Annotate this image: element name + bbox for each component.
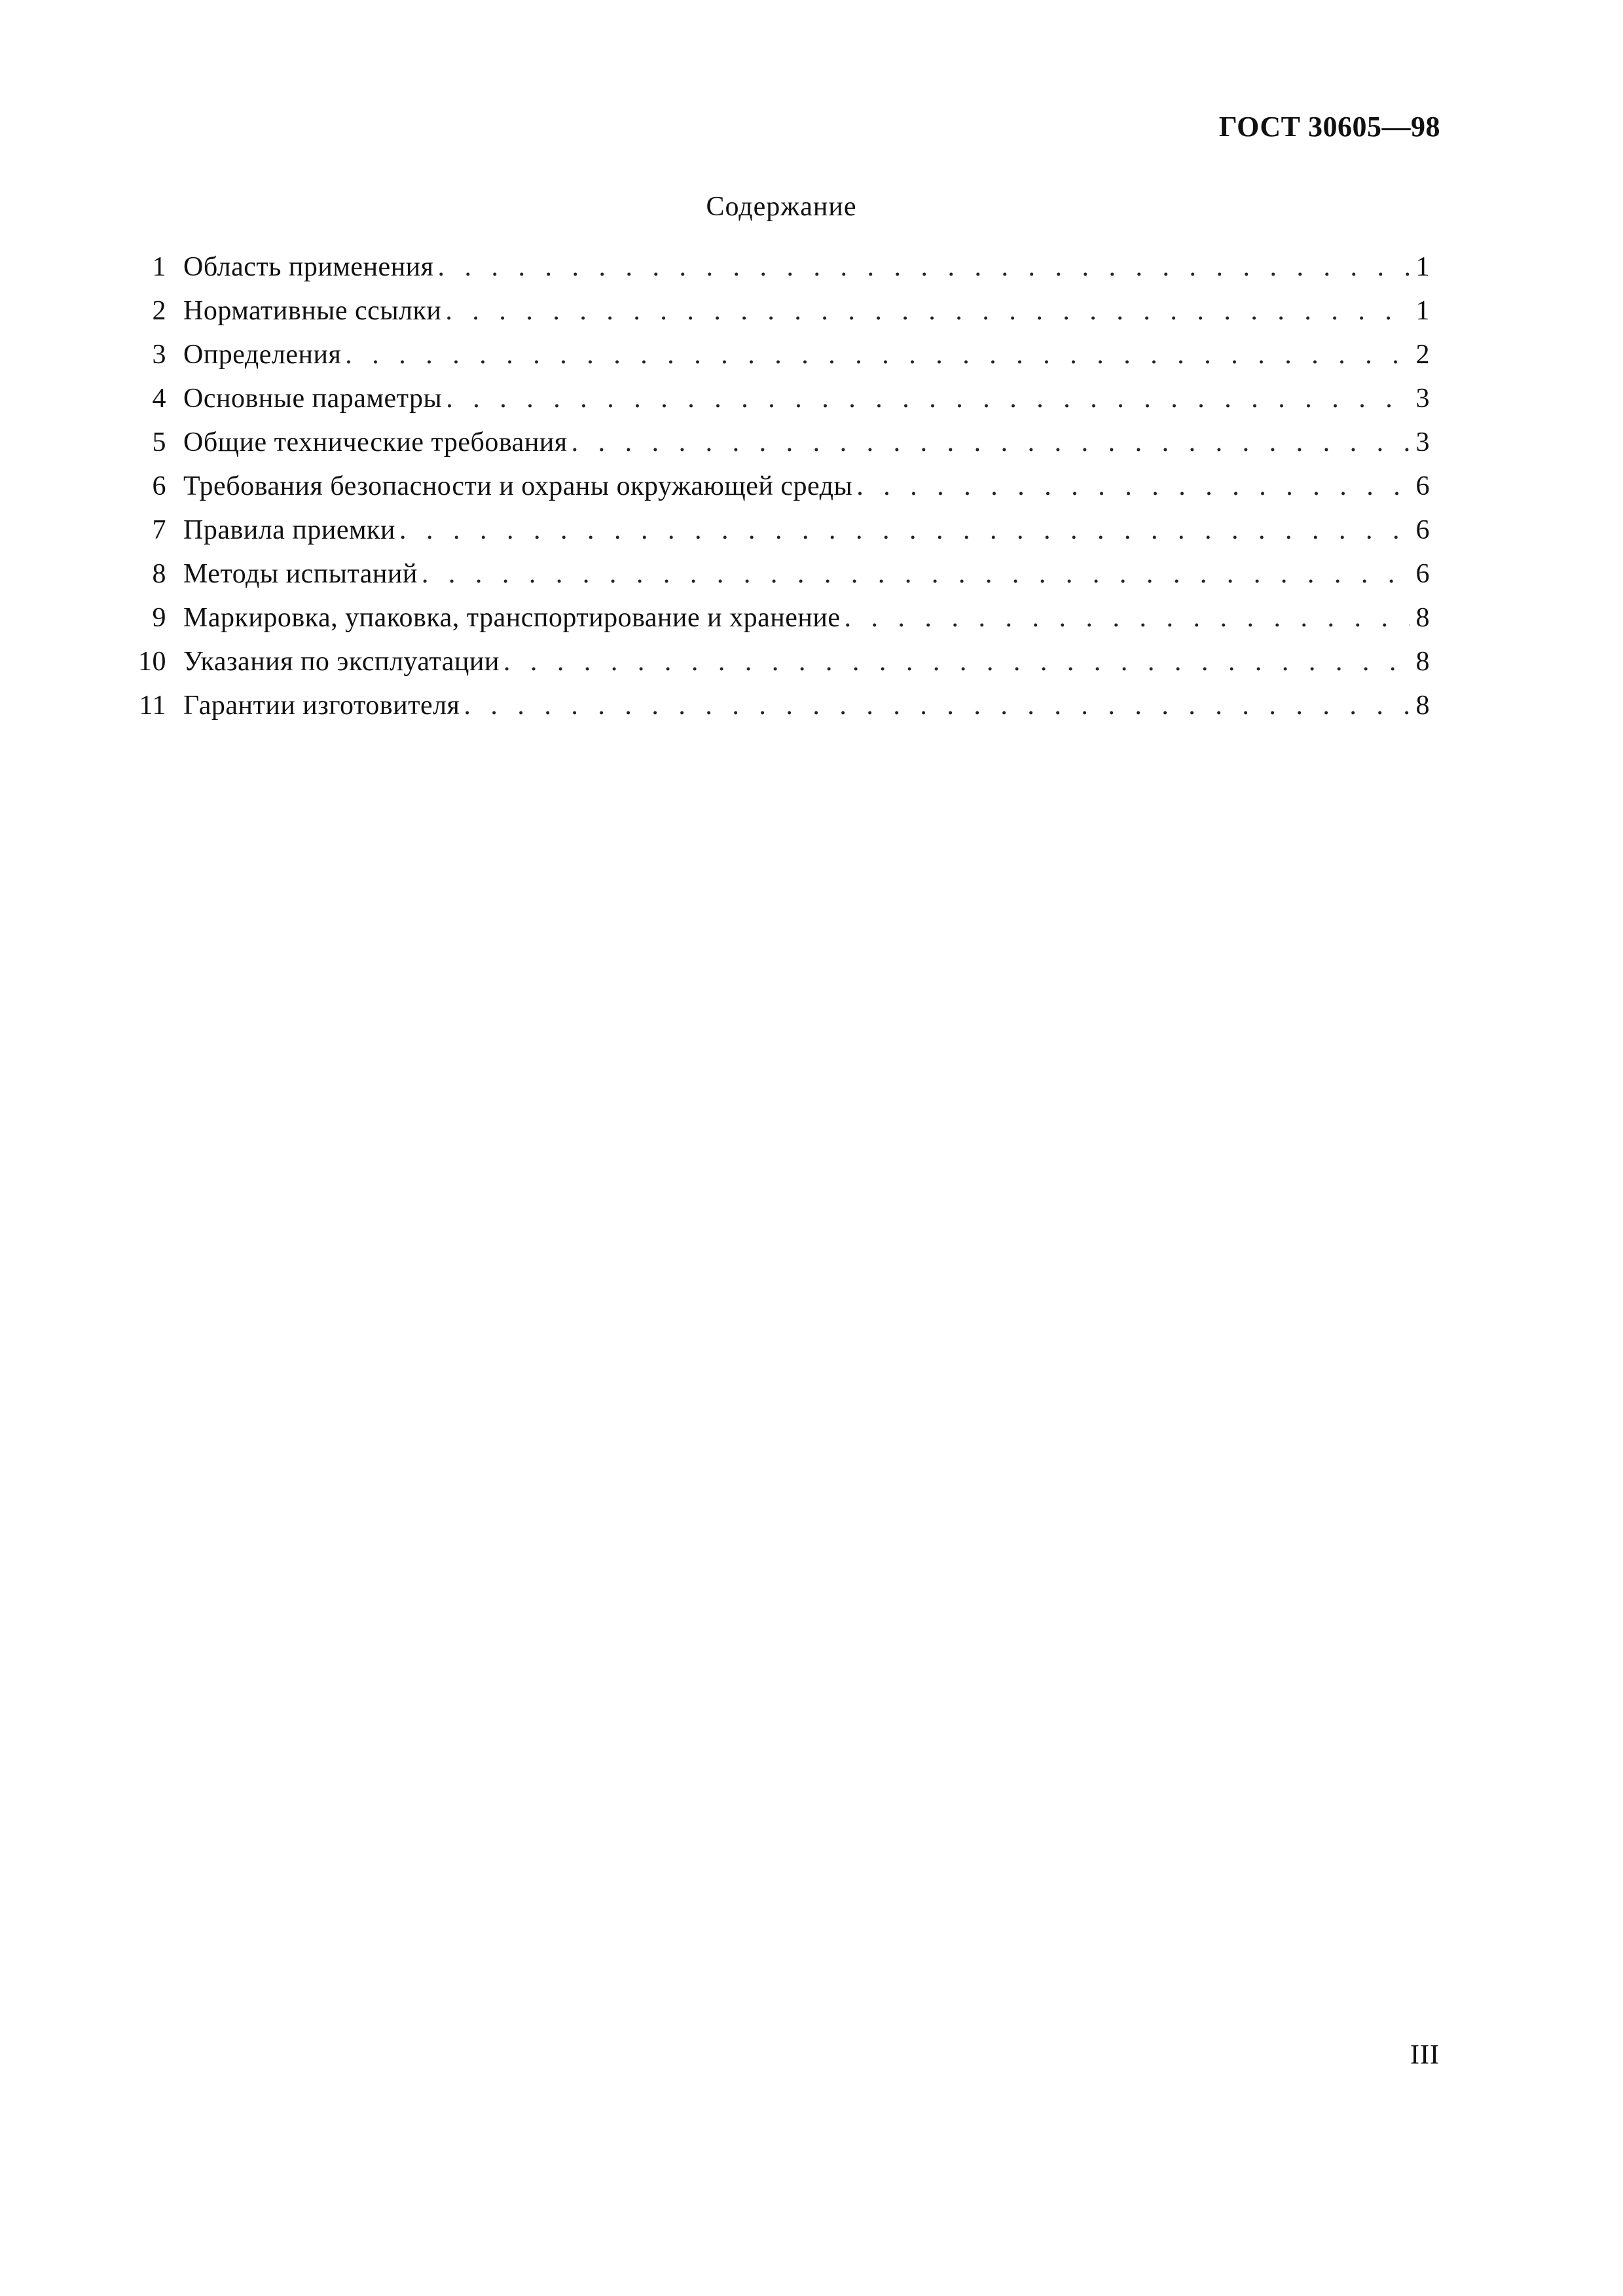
toc-entry-number: 9 <box>152 603 166 633</box>
toc-entry-number: 8 <box>152 559 166 589</box>
toc-title: Содержание <box>706 192 857 222</box>
toc-entry-page: 1 <box>1415 252 1430 282</box>
toc-entry-4[interactable] <box>111 383 1430 427</box>
toc-entry-number: 4 <box>152 384 166 414</box>
toc-entry-page: 8 <box>1415 647 1430 677</box>
toc-entry-5[interactable] <box>111 427 1430 471</box>
toc-entry-10[interactable] <box>111 646 1430 690</box>
toc-entry-page: 8 <box>1415 603 1430 633</box>
toc-entry-page: 1 <box>1415 296 1430 326</box>
toc-entry-2[interactable] <box>111 295 1430 339</box>
toc-entry-number: 2 <box>152 296 166 326</box>
toc-entry-page: 8 <box>1415 691 1430 721</box>
dot-leader <box>464 690 1410 721</box>
toc-entry-title: Маркировка, упаковка, транспортирование и хранение <box>183 603 841 633</box>
toc-entry-page: 2 <box>1415 340 1430 370</box>
standard-number: ГОСТ 30605—98 <box>1218 111 1440 143</box>
dot-leader <box>399 514 1410 546</box>
toc-entry-number: 11 <box>139 691 166 721</box>
toc-entry-1[interactable] <box>111 251 1430 295</box>
toc-entry-title: Требования безопасности и охраны окружающей среды <box>183 471 853 501</box>
toc-entry-title: Методы испытаний <box>183 559 418 589</box>
dot-leader <box>437 251 1410 283</box>
dot-leader <box>572 427 1410 458</box>
dot-leader <box>445 295 1410 327</box>
toc-entry-title: Правила приемки <box>183 515 395 545</box>
toc-entry-page: 6 <box>1415 515 1430 545</box>
dot-leader <box>503 646 1410 677</box>
toc-entry-3[interactable] <box>111 339 1430 383</box>
toc-entry-6[interactable] <box>111 471 1430 514</box>
toc-entry-page: 3 <box>1415 427 1430 457</box>
dot-leader <box>345 339 1410 370</box>
dot-leader <box>844 602 1410 634</box>
toc-entry-8[interactable] <box>111 558 1430 602</box>
toc-entry-title: Указания по эксплуатации <box>183 647 500 677</box>
dot-leader <box>422 558 1410 590</box>
toc-entry-number: 7 <box>152 515 166 545</box>
toc-entry-7[interactable] <box>111 514 1430 558</box>
toc-entry-number: 6 <box>152 471 166 501</box>
toc-entry-9[interactable] <box>111 602 1430 646</box>
toc-list <box>111 251 1430 734</box>
toc-entry-page: 6 <box>1415 559 1430 589</box>
dot-leader <box>856 471 1410 502</box>
toc-entry-title: Основные параметры <box>183 384 443 414</box>
toc-entry-title: Область применения <box>183 252 434 282</box>
toc-entry-number: 10 <box>138 647 166 677</box>
toc-entry-title: Нормативные ссылки <box>183 296 442 326</box>
toc-entry-number: 1 <box>152 252 166 282</box>
page-number: III <box>1410 2040 1440 2070</box>
toc-entry-page: 3 <box>1415 384 1430 414</box>
toc-entry-title: Определения <box>183 340 342 370</box>
dot-leader <box>446 383 1410 414</box>
toc-entry-11[interactable] <box>111 690 1430 734</box>
toc-entry-number: 5 <box>152 427 166 457</box>
toc-entry-page: 6 <box>1415 471 1430 501</box>
toc-entry-number: 3 <box>152 340 166 370</box>
toc-entry-title: Общие технические требования <box>183 427 568 457</box>
toc-entry-title: Гарантии изготовителя <box>183 691 460 721</box>
